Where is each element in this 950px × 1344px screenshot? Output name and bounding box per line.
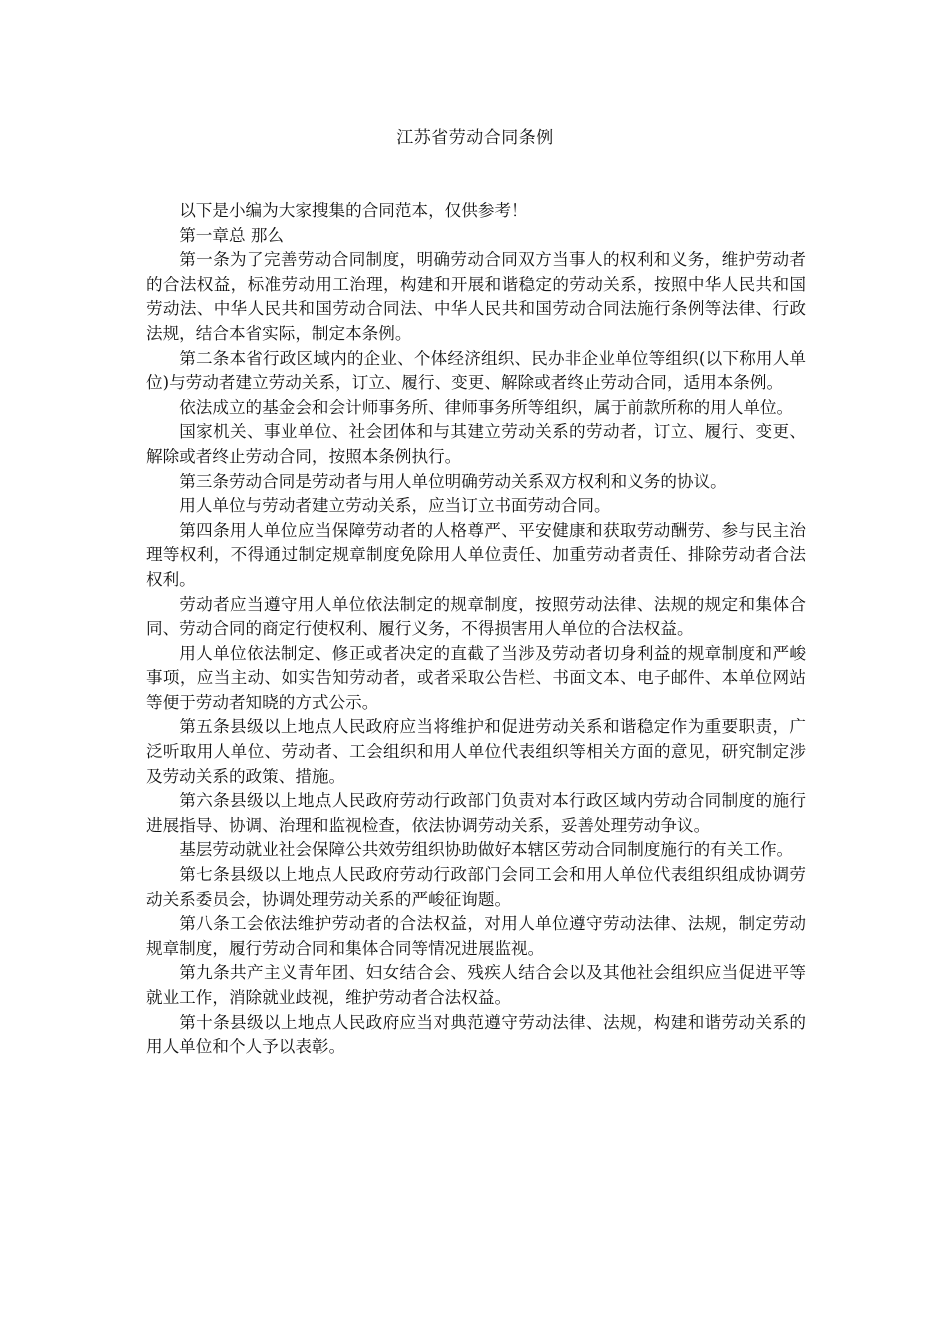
paragraph: 第七条县级以上地点人民政府劳动行政部门会同工会和用人单位代表组织组成协调劳动关系委员会，协调处理劳动关系的严峻征询题。 — [146, 865, 806, 909]
document-body — [146, 199, 806, 1060]
paragraph: 用人单位依法制定、修正或者决定的直截了当涉及劳动者切身利益的规章制度和严峻事项，应当主动、如实告知劳动者，或者采取公告栏、书面文本、电子邮件、本单位网站等便于劳动者知晓的方式公示。 — [146, 643, 806, 712]
paragraph: 以下是小编为大家搜集的合同范本，仅供参考！ — [179, 201, 528, 220]
document-title: 江苏省劳动合同条例 — [396, 128, 554, 148]
paragraph: 用人单位与劳动者建立劳动关系，应当订立书面劳动合同。 — [179, 496, 611, 516]
paragraph: 劳动者应当遵守用人单位依法制定的规章制度，按照劳动法律、法规的规定和集体合同、劳动合同的商定行使权利、履行义务，不得损害用人单位的合法权益。 — [146, 594, 806, 639]
paragraph: 基层劳动就业社会保障公共效劳组织协助做好本辖区劳动合同制度施行的有关工作。 — [179, 840, 794, 860]
paragraph: 第九条共产主义青年团、妇女结合会、残疾人结合会以及其他社会组织应当促进平等就业工作，消除就业歧视，维护劳动者合法权益。 — [146, 963, 806, 1007]
paragraph: 第一条为了完善劳动合同制度，明确劳动合同双方当事人的权利和义务，维护劳动者的合法权益，标准劳动用工治理，构建和开展和谐稳定的劳动关系，按照中华人民共和国劳动法、中华人民共和国劳动合同法、中华人民共和国劳动合同法施行条例等法律、行政法规，结合本省实际，制定本条例。 — [146, 250, 806, 343]
paragraph: 第五条县级以上地点人民政府应当将维护和促进劳动关系和谐稳定作为重要职责，广泛听取用人单位、劳动者、工会组织和用人单位代表组织等相关方面的意见，研究制定涉及劳动关系的政策、措施。 — [146, 717, 806, 786]
paragraph: 第三条劳动合同是劳动者与用人单位明确劳动关系双方权利和义务的协议。 — [179, 471, 727, 491]
paragraph: 第十条县级以上地点人民政府应当对典范遵守劳动法律、法规，构建和谐劳动关系的用人单位和个人予以表彰。 — [146, 1012, 806, 1057]
paragraph: 第六条县级以上地点人民政府劳动行政部门负责对本行政区域内劳动合同制度的施行进展指导、协调、治理和监视检查，依法协调劳动关系，妥善处理劳动争议。 — [146, 791, 806, 835]
paragraph: 第四条用人单位应当保障劳动者的人格尊严、平安健康和获取劳动酬劳、参与民主治理等权利，不得通过制定规章制度免除用人单位责任、加重劳动者责任、排除劳动者合法权利。 — [146, 520, 806, 589]
paragraph: 依法成立的基金会和会计师事务所、律师事务所等组织，属于前款所称的用人单位。 — [179, 397, 794, 417]
paragraph: 国家机关、事业单位、社会团体和与其建立劳动关系的劳动者，订立、履行、变更、解除或者终止劳动合同，按照本条例执行。 — [146, 422, 806, 466]
paragraph: 第八条工会依法维护劳动者的合法权益，对用人单位遵守劳动法律、法规，制定劳动规章制度，履行劳动合同和集体合同等情况进展监视。 — [146, 914, 806, 958]
paragraph: 第一章总 那么 — [179, 225, 285, 245]
paragraph: 第二条本省行政区域内的企业、个体经济组织、民办非企业单位等组织(以下称用人单位)与劳动者建立劳动关系，订立、履行、变更、解除或者终止劳动合同，适用本条例。 — [146, 348, 806, 393]
